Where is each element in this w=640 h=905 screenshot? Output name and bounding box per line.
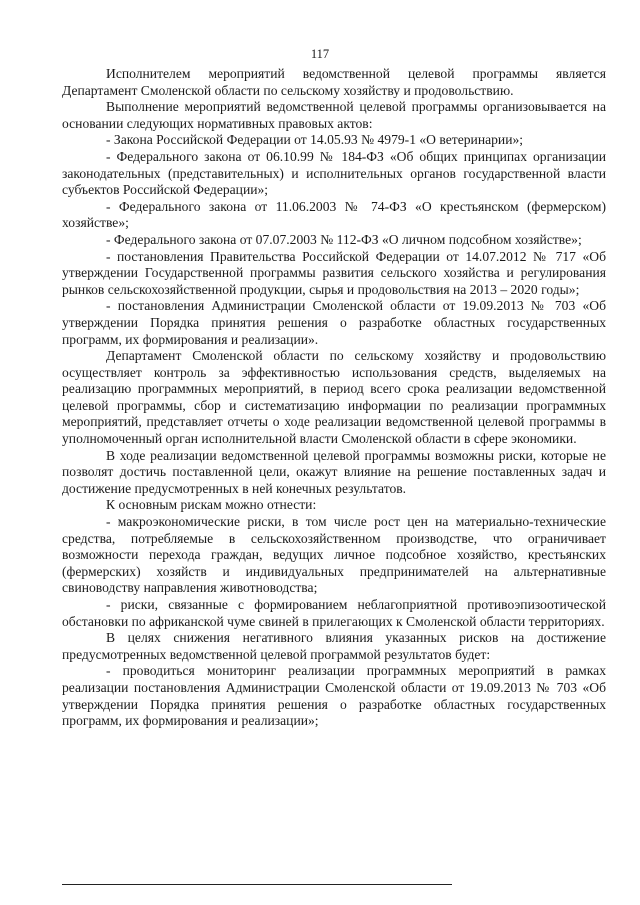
list-item-risk-epizootic: - риски, связанные с формированием неблагоприятной противоэпизоотической обстановки по африканской чуме свиней в прилегающих к Смоленской области территориях. <box>62 597 606 629</box>
list-item-resolution-717: - постановления Правительства Российской Федерации от 14.07.2012 № 717 «Об утверждении Государственной программы развития сельского хозяйства и регулирования рынков сельскохозяйственной продукции, сырья и продовольствия на 2013 – 2020 годы»; <box>62 248 606 297</box>
list-item-monitoring: - проводиться мониторинг реализации программных мероприятий в рамках реализации постановления Администрации Смоленской области от 19.09.2013 № 703 «Об утверждении Порядка принятия решения о разработке областных государственных программ, их формирования и реализации»; <box>62 663 606 729</box>
paragraph-legal-basis-intro: Выполнение мероприятий ведомственной целевой программы организовывается на основании следующих нормативных правовых актов: <box>62 99 606 131</box>
list-item-risk-macroeconomic: - макроэкономические риски, в том числе рост цен на материально-технические средства, потребляемые в сельскохозяйственном производстве, что ограничивает возможности перехода граждан, ведущих личное подсобное хозяйство, крестьянских (фермерских) хозяйств и индивидуальных предпринимателей на альтернативные свиноводству направления животноводства; <box>62 514 606 596</box>
paragraph-control: Департамент Смоленской области по сельскому хозяйству и продовольствию осуществляет контроль за эффективностью использования средств, выделяемых на реализацию программных мероприятий, в период всего срока реализации ведомственной целевой программы, сбор и систематизацию информации по реализации программных мероприятий, представляет отчеты о ходе реализации ведомственной целевой программы в уполномоченный орган исполнительной власти Смоленской области в сфере экономики. <box>62 348 606 447</box>
list-item-law-184fz: - Федерального закона от 06.10.99 № 184-ФЗ «Об общих принципах организации законодательных (представительных) и исполнительных органов государственной власти субъектов Российской Федерации»; <box>62 148 606 198</box>
list-item-resolution-703: - постановления Администрации Смоленской области от 19.09.2013 № 703 «Об утверждении Порядка принятия решения о разработке областных государственных программ, их формирования и реализации». <box>62 298 606 347</box>
list-item-law-112fz: - Федерального закона от 07.07.2003 № 112-ФЗ «О личном подсобном хозяйстве»; <box>106 231 582 247</box>
list-item-law-veterinary: - Закона Российской Федерации от 14.05.93 № 4979-1 «О ветеринарии»; <box>106 132 524 148</box>
page-number: 117 <box>310 47 330 61</box>
paragraph-risks-intro: В ходе реализации ведомственной целевой программы возможны риски, которые не позволят достичь поставленной цели, окажут влияние на решение поставленных задач и достижение предусмотренных в ней конечных результатов. <box>62 447 606 496</box>
paragraph-main-risks: К основным рискам можно отнести: <box>106 497 317 513</box>
paragraph-executor: Исполнителем мероприятий ведомственной целевой программы является Департамент Смоленской области по сельскому хозяйству и продовольствию. <box>62 66 606 98</box>
footnote-divider <box>62 884 452 885</box>
paragraph-mitigation-intro: В целях снижения негативного влияния указанных рисков на достижение предусмотренных ведомственной целевой программой результатов будет: <box>62 630 606 662</box>
list-item-law-74fz: - Федерального закона от 11.06.2003 № 74-ФЗ «О крестьянском (фермерском) хозяйстве»; <box>62 198 606 231</box>
document-body <box>62 66 606 730</box>
